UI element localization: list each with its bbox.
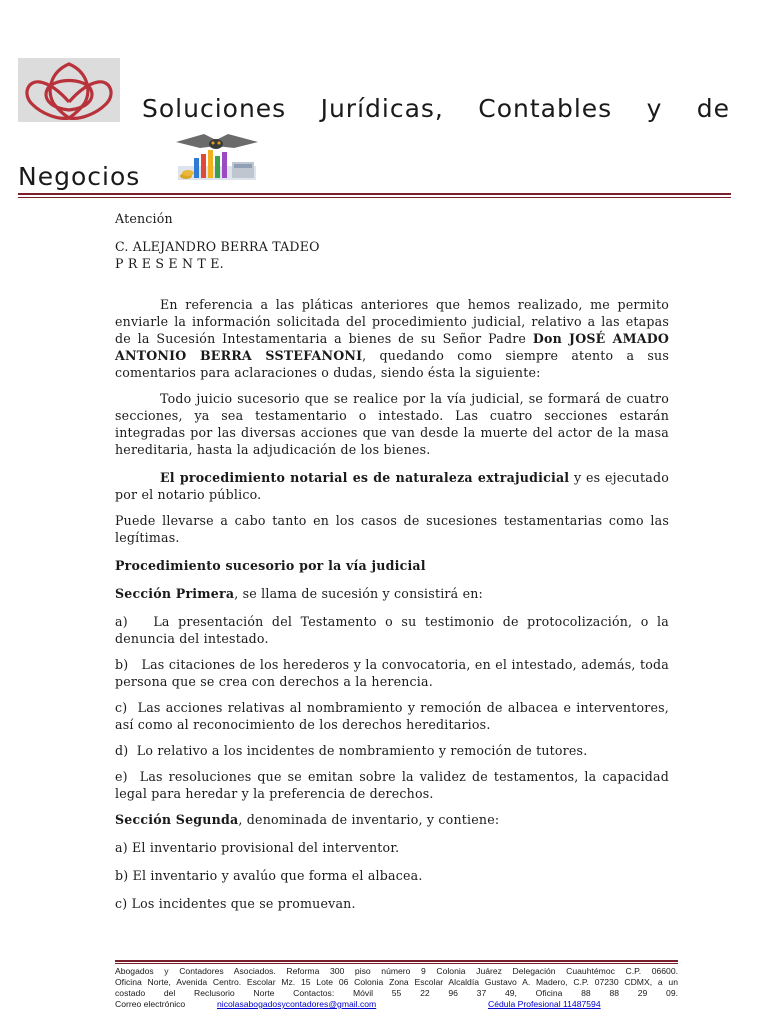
cedula-link[interactable]: Cédula Profesional 11487594 xyxy=(488,999,601,1009)
paragraph-intro xyxy=(115,296,669,381)
footer-divider xyxy=(115,960,678,962)
paragraph-intro-text: En referencia a las pláticas anteriores que hemos realizado, me permito enviarle la información solicitada del procedimiento judicial, relativo a las etapas de la Sucesión Intestamentaria a bienes de su Señor Padre xyxy=(115,297,669,346)
paragraph-notarial xyxy=(115,469,669,503)
paragraph-testamentary: Puede llevarse a cabo tanto en los casos de sucesiones testamentarias como las legítimas. xyxy=(115,513,669,545)
list-item-d: d) Lo relativo a los incidentes de nombramiento y remoción de tutores. xyxy=(115,743,588,758)
presente-line: P R E S E N T E. xyxy=(115,256,224,271)
footer-address-line3: costado del Reclusorio Norte Contactos: Móvil 55 22 96 37 49, Oficina 88 88 29 09. xyxy=(115,988,678,998)
notarial-bold-text: El procedimiento notarial es de naturaleza extrajudicial xyxy=(160,470,570,485)
section-heading xyxy=(115,557,669,574)
footer-address-line1: Abogados y Contadores Asociados. Reforma 300 piso número 9 Colonia Juárez Delegación Cuauhtémoc C.P. 06600. xyxy=(115,966,678,976)
recipient-name: C. ALEJANDRO BERRA TADEO xyxy=(115,239,320,254)
header-divider-thin xyxy=(18,197,731,198)
title-word: Contables xyxy=(478,94,613,123)
client-father-name: Don JOSÉ AMADO ANTONIO BERRA SSTEFANONI xyxy=(115,331,669,363)
title-word: de xyxy=(696,94,730,123)
section-two-title xyxy=(115,811,669,828)
list-item-c: c) Las acciones relativas al nombramiento y remoción de albacea e interventores, así como al reconocimiento de los derechos hereditarios. xyxy=(115,700,669,732)
title-word: Soluciones xyxy=(142,94,287,123)
header-divider xyxy=(18,193,731,195)
footer-address-line2: Oficina Norte, Avenida Centro. Escolar Mz. 15 Lote 06 Colonia Zona Escolar Alcaldía Gustavo A. Madero, C.P. 07230 CDMX, a un xyxy=(115,977,678,987)
title-word: y xyxy=(646,94,663,123)
footer-contact xyxy=(115,966,678,1010)
section-two-item-c: c) Los incidentes que se promuevan. xyxy=(115,896,356,911)
letter-body xyxy=(115,210,669,912)
list-item-e: e) Las resoluciones que se emitan sobre la validez de testamentos, la capacidad legal para heredar y la preferencia de derechos. xyxy=(115,769,669,801)
email-link[interactable]: nicolasabogadosycontadores@gmail.com xyxy=(217,999,377,1009)
list-item-a: a) La presentación del Testamento o su testimonio de protocolización, o la denuncia del intestado. xyxy=(115,614,669,646)
triquetra-heart-icon xyxy=(18,58,120,122)
section-one-text: , se llama de sucesión y consistirá en: xyxy=(234,586,483,601)
paragraph-intro-text-end: , quedando como siempre atento a sus comentarios para aclaraciones o dudas, siendo ésta la siguiente: xyxy=(115,348,669,380)
section-two-item-a: a) El inventario provisional del interventor. xyxy=(115,840,400,855)
section-one-title xyxy=(115,585,669,602)
attention-line: Atención xyxy=(115,211,173,226)
company-title-line1 xyxy=(142,94,730,123)
title-word: Jurídicas, xyxy=(320,94,444,123)
section-one-bold: Sección Primera xyxy=(115,586,235,601)
section-two-text: , denominada de inventario, y contiene: xyxy=(238,812,500,827)
footer-divider-thin xyxy=(115,963,678,964)
notarial-text: y es ejecutado por el notario público. xyxy=(115,470,669,502)
section-two-item-b: b) El inventario y avalúo que forma el albacea. xyxy=(115,868,423,883)
owl-chart-icon xyxy=(174,132,260,184)
footer-contact-line xyxy=(115,999,678,1010)
paragraph-sections: Todo juicio sucesorio que se realice por la vía judicial, se formará de cuatro secciones, ya sea testamentario o intestado. Las cuatro secciones estarán integradas por las diversas acciones que van desde la muerte del actor de la masa hereditaria, hasta la adjudicación de los bienes. xyxy=(115,391,669,457)
owl-chart-emblem xyxy=(174,132,260,184)
email-label: Correo electrónico xyxy=(115,999,186,1009)
list-item-b: b) Las citaciones de los herederos y la convocatoria, en el intestado, además, toda persona que se crea con derechos a la herencia. xyxy=(115,657,669,689)
company-title-line2: Negocios xyxy=(18,162,141,191)
section-two-bold: Sección Segunda xyxy=(115,812,239,827)
section-heading-text: Procedimiento sucesorio por la vía judicial xyxy=(115,558,426,573)
company-logo xyxy=(18,58,120,122)
